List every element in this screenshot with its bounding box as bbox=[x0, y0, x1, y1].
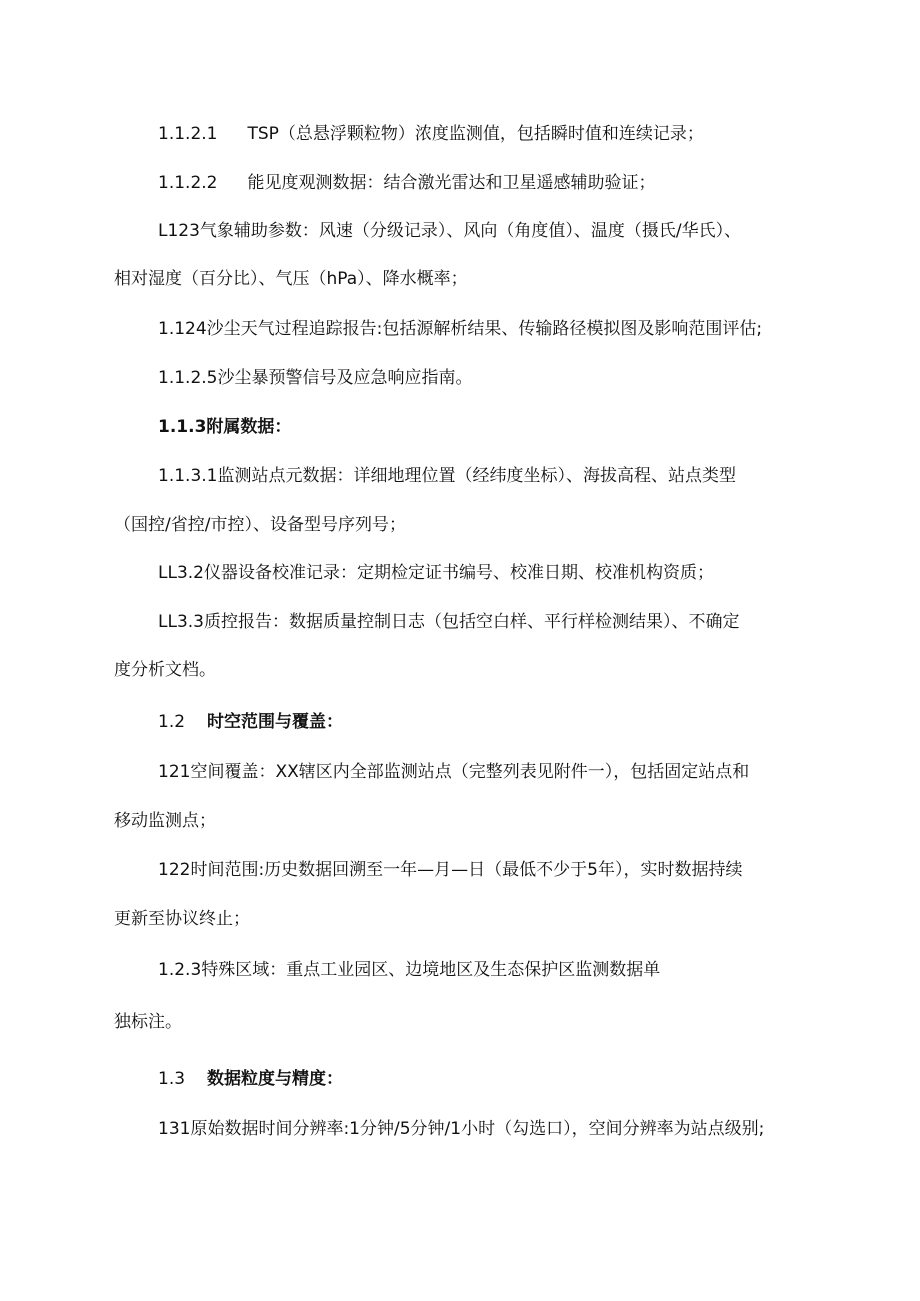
item-1-3-1: 131原始数据时间分辨率:1分钟/5分钟/1小时（勾选口），空间分辨率为站点级别; bbox=[158, 1119, 765, 1139]
section-heading-1-3 bbox=[158, 1067, 343, 1091]
item-1-2-2-line1: 122时间范围:历史数据回溯至一年—月—日（最低不少于5年），实时数据持续 bbox=[158, 860, 743, 880]
item-1-1-3-1-line1: 1.1.3.1监测站点元数据：详细地理位置（经纬度坐标）、海拔高程、站点类型 bbox=[158, 466, 736, 486]
section-heading-1-2 bbox=[158, 710, 343, 734]
item-text: 能见度观测数据：结合激光雷达和卫星遥感辅助验证； bbox=[247, 173, 656, 193]
item-1-1-3-3-line2: 度分析文档。 bbox=[114, 660, 216, 680]
heading-text: 时空范围与覆盖： bbox=[207, 712, 344, 732]
item-1-2-3-line1: 1.2.3特殊区域：重点工业园区、边境地区及生态保护区监测数据单 bbox=[158, 960, 661, 980]
heading-text: 数据粒度与精度： bbox=[207, 1069, 344, 1089]
item-text: TSP（总悬浮颗粒物）浓度监测值，包括瞬时值和连续记录； bbox=[247, 124, 704, 144]
item-1-2-2-line2: 更新至协议终止； bbox=[114, 909, 250, 929]
item-1-1-2-3-line1: L123气象辅助参数：风速（分级记录）、风向（角度值）、温度（摄氏/华氏）、 bbox=[158, 221, 742, 241]
item-1-2-1-line1: 121空间覆盖：XX辖区内全部监测站点（完整列表见附件一），包括固定站点和 bbox=[158, 762, 750, 782]
item-1-1-3-1-line2: （国控/省控/市控）、设备型号序列号； bbox=[114, 515, 406, 535]
item-1-1-2-5: 1.1.2.5沙尘暴预警信号及应急响应指南。 bbox=[158, 368, 473, 388]
item-1-1-3-2: LL3.2仪器设备校准记录：定期检定证书编号、校准日期、校准机构资质； bbox=[158, 563, 714, 583]
item-number: 1.1.2.2 bbox=[158, 173, 218, 193]
item-1-1-2-1 bbox=[158, 122, 704, 146]
item-1-2-3-line2: 独标注。 bbox=[114, 1012, 182, 1032]
item-1-1-2-3-line2: 相对湿度（百分比）、气压（hPa）、降水概率； bbox=[114, 269, 468, 289]
item-1-1-2-4: 1.124沙尘天气过程追踪报告:包括源解析结果、传输路径模拟图及影响范围评估; bbox=[158, 319, 763, 339]
heading-number: 1.3 bbox=[158, 1069, 186, 1089]
heading-number: 1.2 bbox=[158, 712, 186, 732]
item-1-1-3-3-line1: LL3.3质控报告：数据质量控制日志（包括空白样、平行样检测结果）、不确定 bbox=[158, 612, 740, 632]
item-1-2-1-line2: 移动监测点； bbox=[114, 811, 216, 831]
section-heading-1-1-3: 1.1.3附属数据： bbox=[158, 417, 292, 437]
item-number: 1.1.2.1 bbox=[158, 124, 218, 144]
item-1-1-2-2 bbox=[158, 171, 655, 195]
